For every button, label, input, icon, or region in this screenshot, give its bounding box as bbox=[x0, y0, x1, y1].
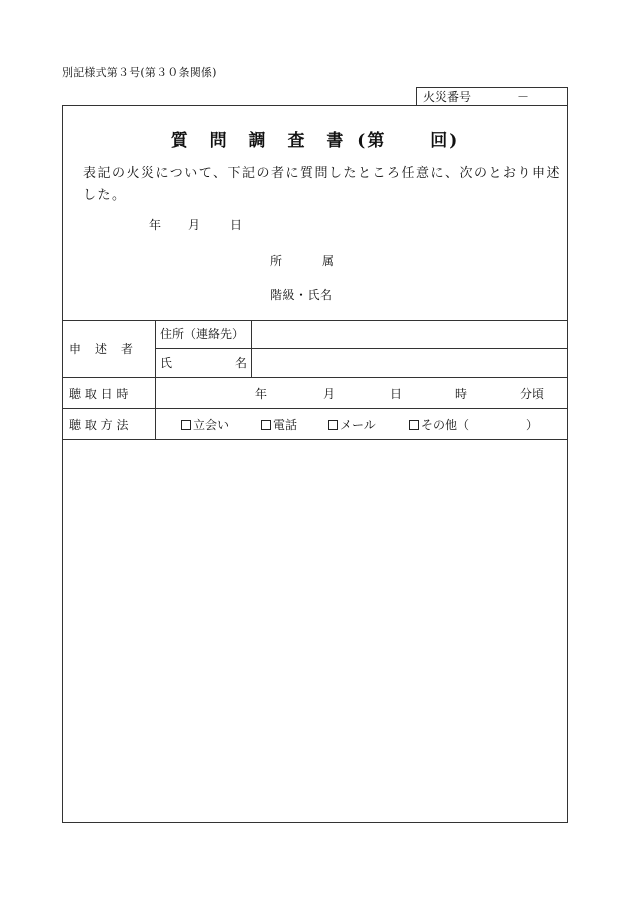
address-label: 住所（連絡先） bbox=[160, 327, 245, 341]
option-phone-label: 電話 bbox=[273, 418, 298, 432]
table-inner-line bbox=[155, 348, 567, 349]
title-char: 査 bbox=[287, 131, 307, 151]
form-reference: 別記様式第３号(第３０条関係) bbox=[62, 66, 217, 79]
affiliation-sho: 所 bbox=[270, 254, 283, 268]
form-frame bbox=[62, 105, 568, 823]
option-other-close: ） bbox=[526, 418, 539, 432]
dt-minute: 分頃 bbox=[520, 387, 545, 401]
title-char: 書 bbox=[326, 131, 346, 151]
statement-writing-area[interactable] bbox=[63, 440, 567, 822]
dt-month: 月 bbox=[323, 387, 336, 401]
affiliation-zoku: 属 bbox=[322, 254, 335, 268]
title-char: 調 bbox=[248, 131, 268, 151]
table-top-line bbox=[63, 320, 567, 321]
dt-day: 日 bbox=[390, 387, 403, 401]
dt-hour: 時 bbox=[455, 387, 468, 401]
table-line bbox=[63, 377, 567, 378]
date-month: 月 bbox=[188, 218, 201, 232]
dt-year: 年 bbox=[255, 387, 268, 401]
option-other[interactable] bbox=[409, 416, 469, 433]
table-line bbox=[63, 408, 567, 409]
option-other-label: その他（ bbox=[421, 418, 470, 432]
date-day: 日 bbox=[230, 218, 243, 232]
checkbox-witness[interactable] bbox=[181, 420, 191, 430]
date-year: 年 bbox=[149, 218, 162, 232]
fire-number-label: 火災番号 bbox=[423, 90, 472, 104]
option-phone[interactable] bbox=[261, 416, 297, 433]
option-witness[interactable] bbox=[181, 416, 229, 433]
rank-name-label: 階級・氏名 bbox=[270, 288, 333, 302]
hearing-method-label: 聴 取 方 法 bbox=[69, 418, 129, 432]
name-label-part2: 名 bbox=[235, 356, 248, 370]
option-witness-label: 立会い bbox=[193, 418, 230, 432]
title-char: 問 bbox=[209, 131, 229, 151]
table-col-line bbox=[155, 320, 156, 439]
fire-number-dash: － bbox=[517, 90, 530, 104]
statement-body: 表記の火災について、下記の者に質問したところ任意に、次のとおり申述した。 bbox=[83, 166, 561, 203]
title-char: (第 bbox=[357, 131, 387, 151]
hearing-datetime-label: 聴 取 日 時 bbox=[69, 387, 129, 401]
title-char: 回) bbox=[430, 131, 460, 151]
declarant-label: 申 述 者 bbox=[69, 342, 135, 356]
option-mail[interactable] bbox=[328, 416, 376, 433]
checkbox-other[interactable] bbox=[409, 420, 419, 430]
fire-number-box bbox=[416, 87, 568, 106]
statement-text bbox=[63, 163, 567, 207]
name-label-part1: 氏 bbox=[160, 356, 173, 370]
title-char: 質 bbox=[170, 131, 190, 151]
form-title bbox=[63, 126, 567, 151]
checkbox-phone[interactable] bbox=[261, 420, 271, 430]
checkbox-mail[interactable] bbox=[328, 420, 338, 430]
table-col-line bbox=[251, 320, 252, 377]
option-mail-label: メール bbox=[340, 418, 376, 432]
